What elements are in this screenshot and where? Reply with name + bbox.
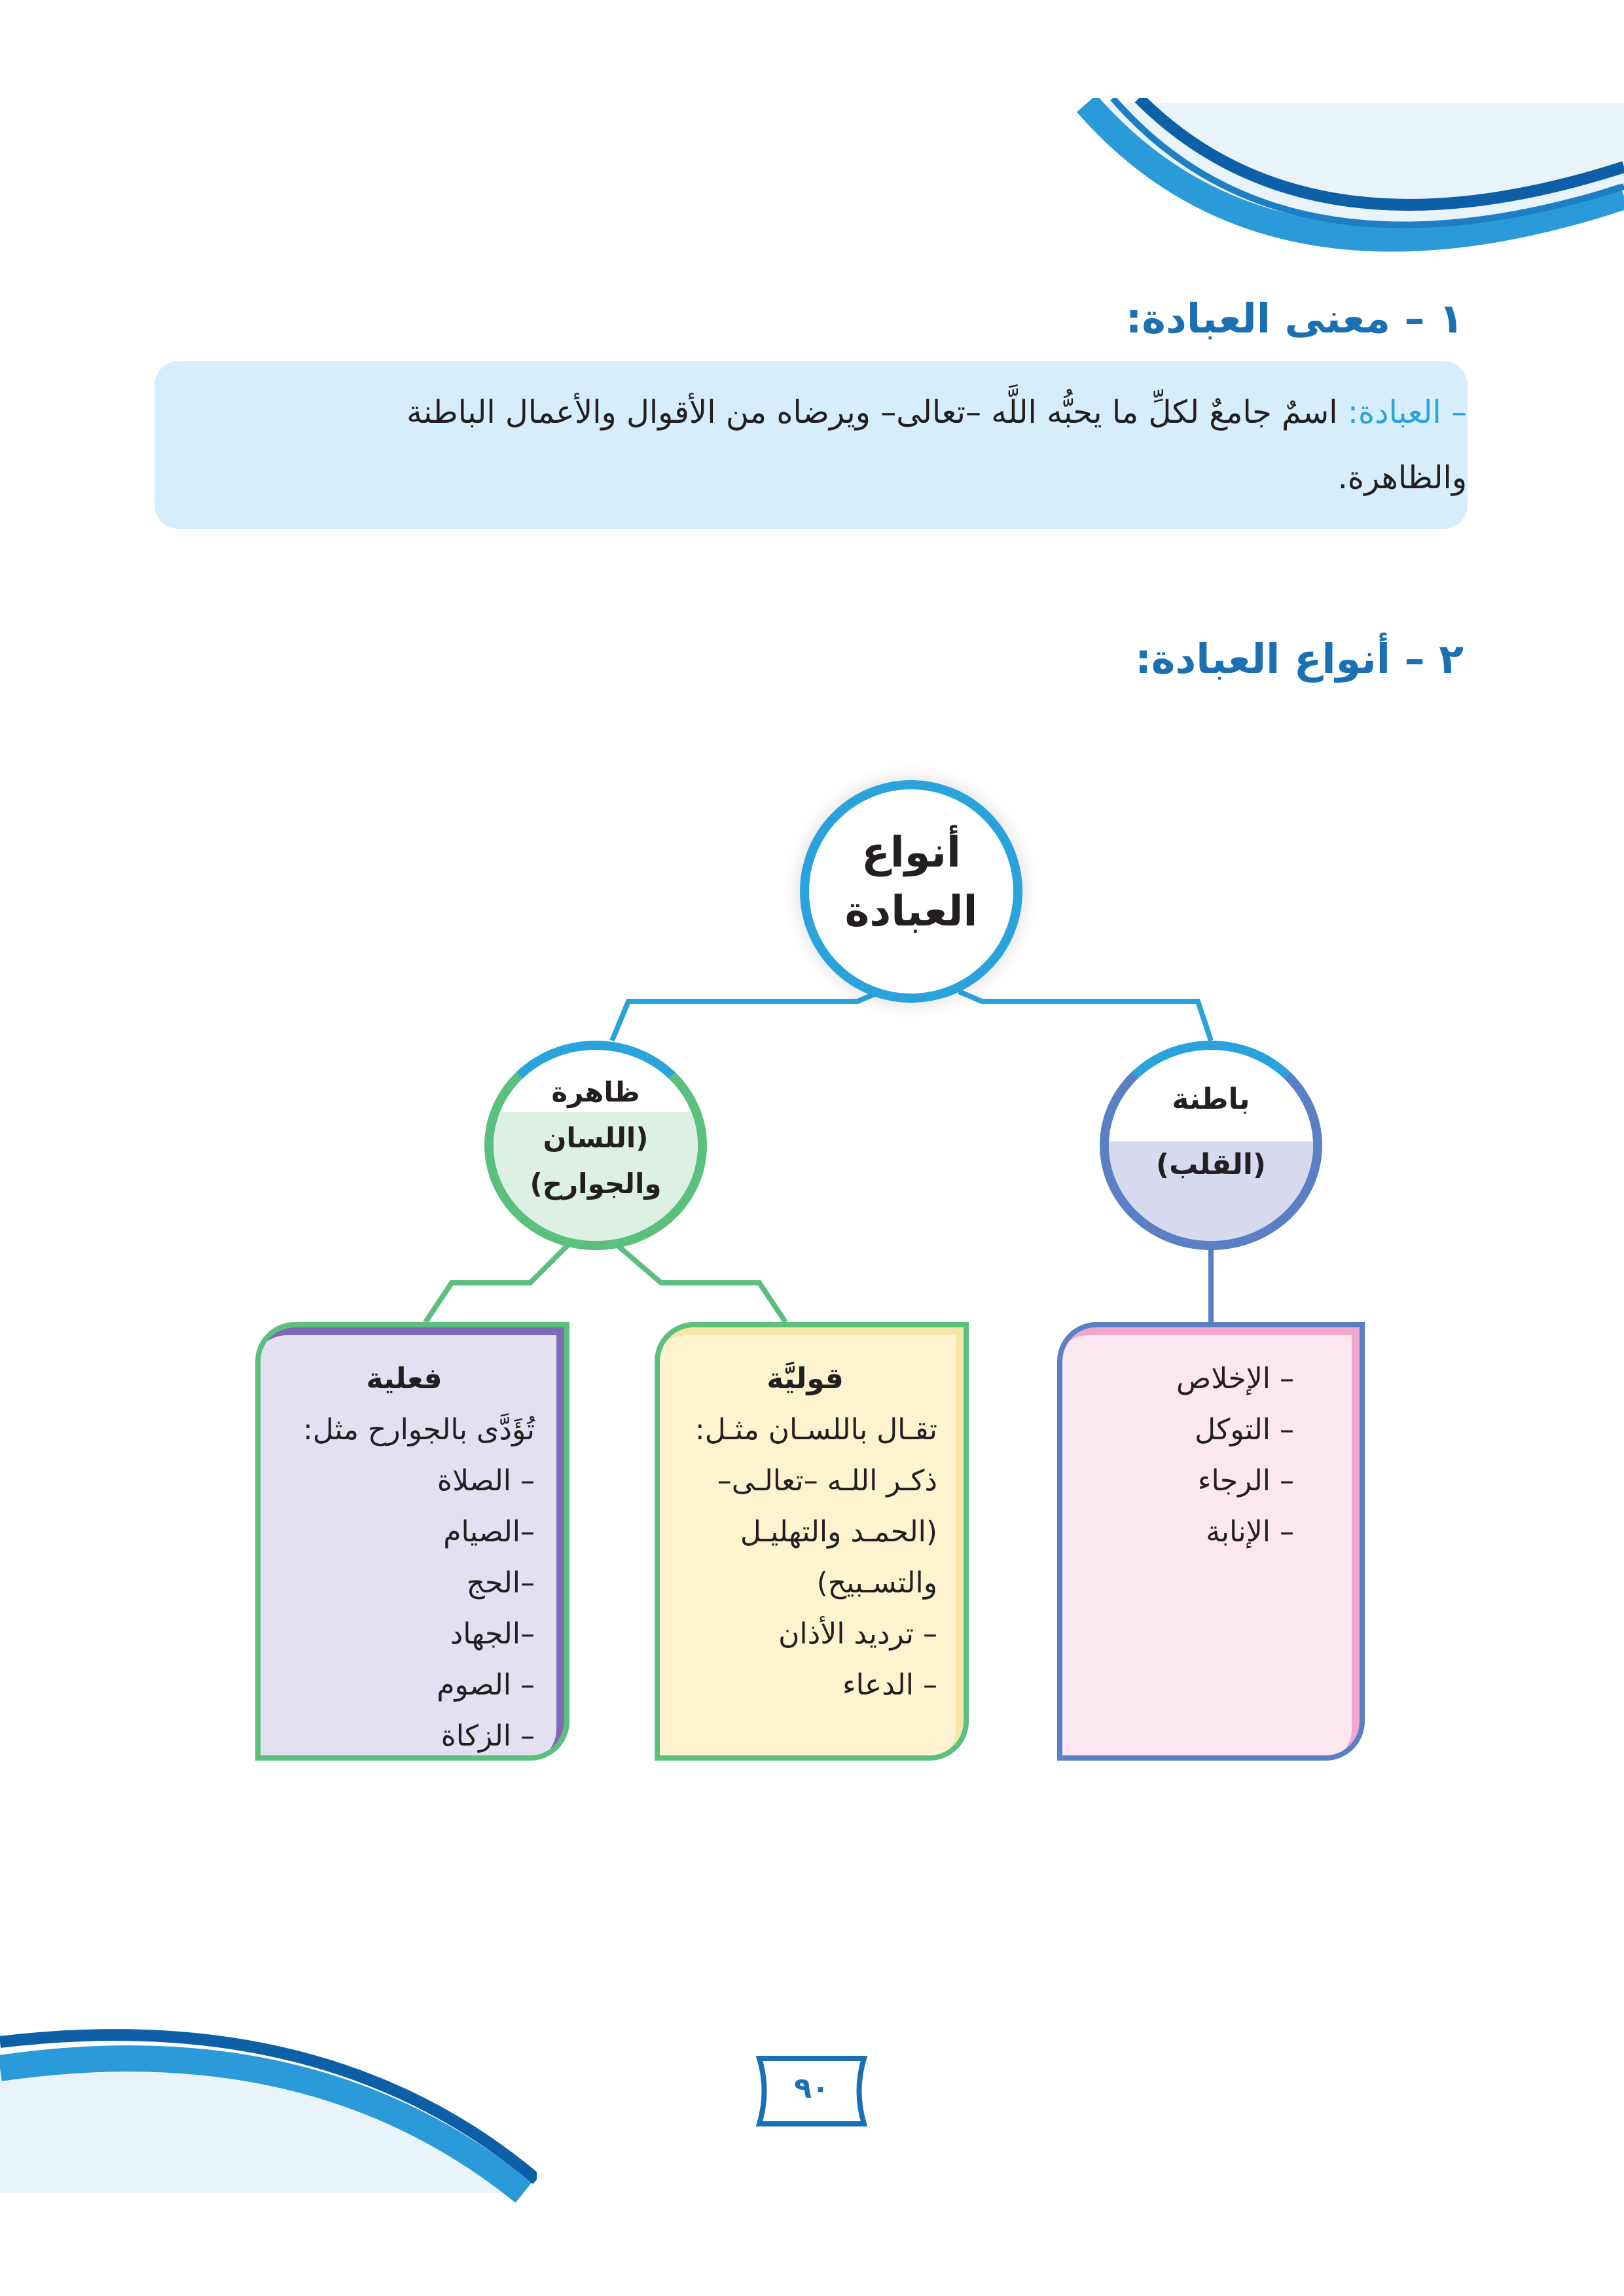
verbal-worship-box bbox=[655, 1322, 969, 1761]
outer-title: ظاهرة bbox=[551, 1076, 640, 1108]
root-line-1: أنواع bbox=[861, 829, 961, 877]
list-item: تُؤَدَّى بالجوارح مثل: bbox=[302, 1413, 535, 1446]
action-worship-list bbox=[274, 1354, 535, 1762]
definition-line-1: اسمٌ جامعٌ لكلِّ ما يحبُّه اللَّه –تعالى– ويرضاه من الأقوال والأعمال الباطنة bbox=[406, 394, 1338, 431]
list-item: – الإنابة bbox=[1206, 1515, 1294, 1549]
definition-line-2: والظاهرة. bbox=[1337, 459, 1467, 496]
list-item: – التوكل bbox=[1195, 1413, 1294, 1446]
inner-title: باطنة bbox=[1172, 1083, 1250, 1116]
inner-circle bbox=[1100, 1041, 1322, 1250]
list-item: – الصوم bbox=[437, 1668, 535, 1702]
list-item: –الجهاد bbox=[450, 1617, 535, 1651]
inner-worship-list bbox=[1176, 1354, 1294, 1558]
section-1-heading: ١ – معنى العبادة: bbox=[1125, 295, 1464, 342]
verbal-worship-list bbox=[673, 1354, 937, 1711]
list-item: – الرجاء bbox=[1197, 1464, 1294, 1498]
inner-subtitle: (القلب) bbox=[1155, 1148, 1267, 1181]
list-item: والتسـبيح) bbox=[816, 1566, 937, 1600]
root-line-2: العبادة bbox=[844, 888, 978, 936]
list-item: ذكـر اللـه –تعالـى– bbox=[717, 1464, 937, 1498]
list-item: – الدعاء bbox=[842, 1668, 937, 1702]
list-item: – الإخلاص bbox=[1176, 1362, 1294, 1395]
action-worship-box bbox=[255, 1322, 569, 1761]
outer-subtitle-2: والجوارح) bbox=[530, 1168, 662, 1200]
section-2-heading: ٢ – أنواع العبادة: bbox=[1135, 635, 1464, 683]
outer-subtitle-1: (اللسان bbox=[543, 1122, 649, 1154]
page-number: ٩٠ bbox=[794, 2072, 829, 2105]
root-circle bbox=[800, 780, 1022, 1003]
outer-circle bbox=[484, 1041, 707, 1250]
list-item: (الحمـد والتهليـل bbox=[740, 1515, 937, 1549]
list-item: – ترديد الأذان bbox=[778, 1617, 937, 1651]
inner-worship-box bbox=[1057, 1322, 1365, 1761]
verbal-title: قوليَّة bbox=[767, 1362, 844, 1395]
list-item: –الصيام bbox=[443, 1515, 535, 1549]
list-item: تقـال باللسـان مثـل: bbox=[695, 1413, 937, 1446]
list-item: – الزكاة bbox=[441, 1719, 535, 1753]
definition-label: – العبادة: bbox=[1347, 394, 1467, 431]
list-item: – الصلاة bbox=[437, 1464, 535, 1498]
action-title: فعلية bbox=[366, 1362, 442, 1395]
list-item: –الحج bbox=[466, 1566, 535, 1600]
